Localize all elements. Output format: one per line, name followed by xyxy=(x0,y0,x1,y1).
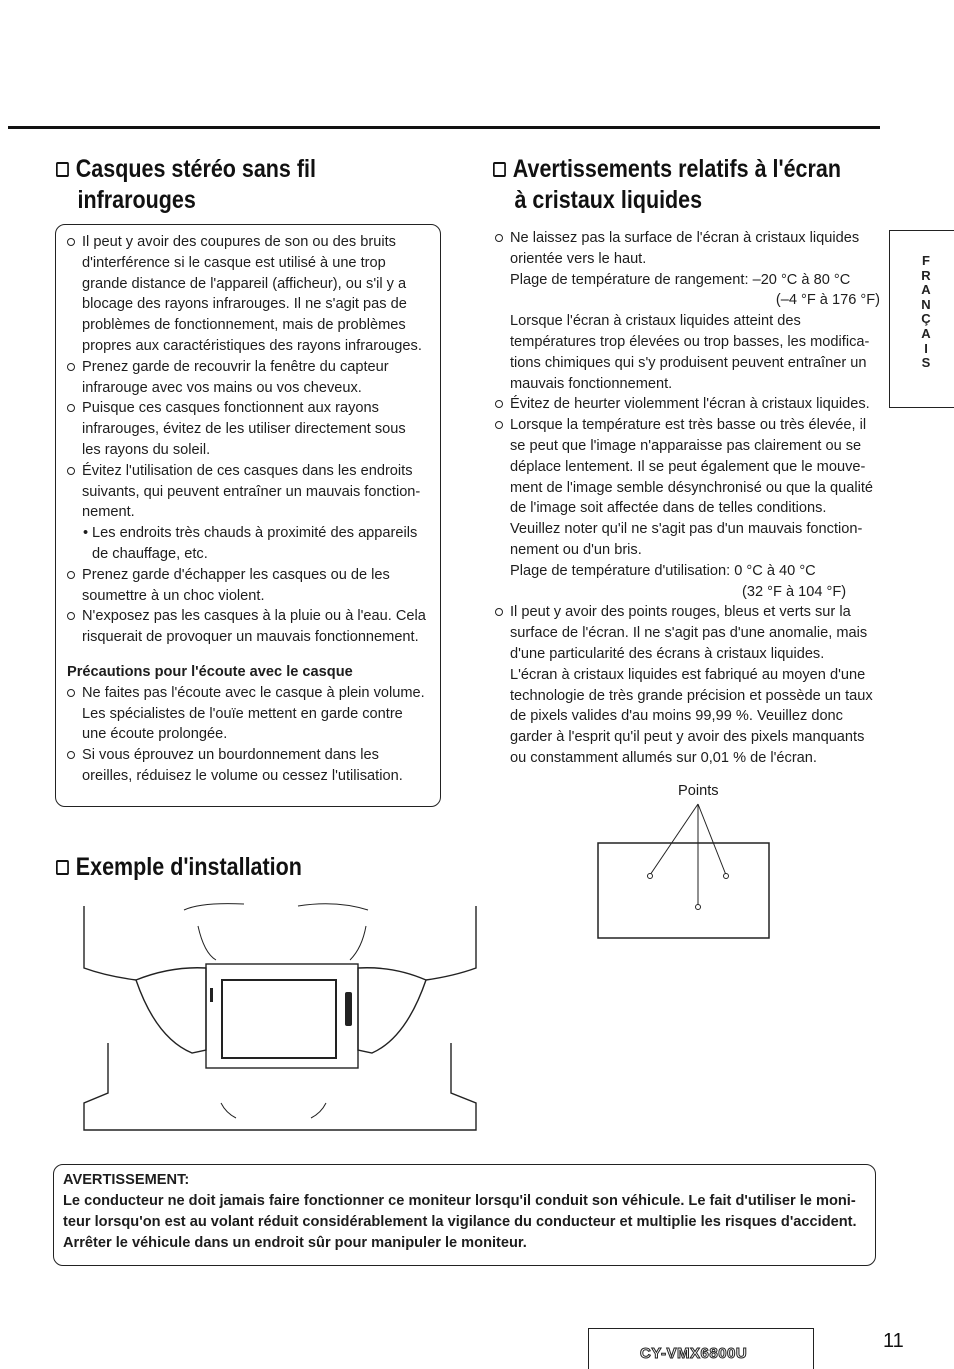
text-line: ou constamment allumés sur 0,01 % de l'écran. xyxy=(510,749,817,766)
operating-temperature-f: (32 °F à 104 °F) xyxy=(742,583,847,600)
text-line: nement ou d'un bris. xyxy=(510,541,642,558)
storage-temperature: Plage de température de rangement: –20 °C à 80 °C xyxy=(510,271,851,288)
installation-illustration xyxy=(76,898,482,1134)
bullet-item: Évitez l'utilisation de ces casques dans les endroits xyxy=(56,461,430,482)
warning-title: AVERTISSEMENT: xyxy=(63,1172,190,1188)
car-pillar-left xyxy=(84,906,136,980)
headphones-notes xyxy=(56,232,430,787)
mount-arm xyxy=(198,926,366,960)
car-pillar-right xyxy=(426,906,476,980)
ceiling-outline xyxy=(184,904,368,910)
text-line: de pixels valides d'au moins 99,99 %. Veuillez donc xyxy=(510,708,843,725)
text-line: technologie de très grande précision et possède un taux xyxy=(510,687,873,704)
text-line: les rayons du soleil. xyxy=(82,441,211,458)
monitor-button xyxy=(210,988,213,1002)
section-title-lcd: Avertissements relatifs à l'écran à cristaux liquides xyxy=(493,154,841,216)
text-line: mauvais fonctionnement. xyxy=(510,375,673,392)
tab-letter: A xyxy=(921,325,931,341)
precautions-title: Précautions pour l'écoute avec le casque xyxy=(67,663,353,680)
operating-temperature: Plage de température d'utilisation: 0 °C à 40 °C xyxy=(510,562,816,579)
text-line: de chauffage, etc. xyxy=(92,545,208,562)
text-line: tions chimiques qui s'y produisent peuvent entraîner un xyxy=(510,354,867,371)
warning xyxy=(63,1170,873,1254)
screen-outline xyxy=(598,843,769,938)
monitor-screen xyxy=(222,980,336,1058)
console-outline xyxy=(221,1103,326,1118)
bullet-item: Prenez garde d'échapper les casques ou de les xyxy=(56,565,430,586)
text-line: déplace lentement. Il se peut également que le mouve- xyxy=(510,458,866,475)
text-line: garder à l'esprit qu'il peut y avoir des pixels manquants xyxy=(510,729,865,746)
section-title-headphones: Casques stéréo sans fil infrarouges xyxy=(56,154,316,216)
pixel-point xyxy=(724,874,729,879)
text-line: oreilles, réduisez le volume ou cessez l'utilisation. xyxy=(82,767,403,784)
tab-letter: A xyxy=(921,282,931,298)
bullet-item: Évitez de heurter violemment l'écran à cristaux liquides. xyxy=(484,394,880,415)
text-line: infrarouge avec vos mains ou vos cheveux. xyxy=(82,379,362,396)
warning-line: Le conducteur ne doit jamais faire fonctionner ce moniteur lorsqu'il conduit son véhicule. Le fait d'utiliser le moni- xyxy=(63,1192,856,1209)
bullet-item: Ne laissez pas la surface de l'écran à cristaux liquides xyxy=(484,228,880,249)
dashboard-outline xyxy=(84,1043,476,1130)
text-line: propres aux caractéristiques des rayons infrarouges. xyxy=(82,337,422,354)
text-line: grande distance de l'appareil (afficheur), ou s'il y a xyxy=(82,275,407,292)
text-line: Les spécialistes de l'ouïe mettent en garde contre xyxy=(82,705,403,722)
bullet-item: • Les endroits très chauds à proximité des appareils xyxy=(56,523,430,544)
bullet-item: Lorsque la température est très basse ou très élevée, il xyxy=(484,415,880,436)
monitor-control-strip xyxy=(345,992,352,1026)
text-line: risquerait de provoquer un mauvais fonctionnement. xyxy=(82,629,419,646)
text-line: ment de l'image semble désynchronisé ou que la qualité xyxy=(510,479,873,496)
bullet-item: Il peut y avoir des points rouges, bleus et verts sur la xyxy=(484,602,880,623)
seat-right xyxy=(358,968,426,1053)
tab-letter: F xyxy=(922,253,930,268)
pixel-point xyxy=(648,874,653,879)
text-line: orientée vers le haut. xyxy=(510,250,647,267)
tab-letter: I xyxy=(924,340,928,356)
seat-left xyxy=(136,968,206,1053)
square-bullet-icon xyxy=(493,162,506,177)
warning-line: teur lorsqu'on est au volant réduit considérablement la vigilance du conducteur et multiplie les risques d'accident. xyxy=(63,1213,857,1230)
text-line: d'interférence si le casque est utilisé à une trop xyxy=(82,254,386,271)
text-line: soumettre à un choc violent. xyxy=(82,587,265,604)
bullet-item: Ne faites pas l'écoute avec le casque à plein volume. xyxy=(56,683,430,704)
text-line: températures trop élevées ou trop basses, les modifica- xyxy=(510,333,870,350)
pointer-line-right xyxy=(698,804,726,875)
bullet-item: Il peut y avoir des coupures de son ou des bruits xyxy=(56,232,430,253)
square-bullet-icon xyxy=(56,860,69,875)
storage-temperature-f: (–4 °F à 176 °F) xyxy=(775,292,880,309)
text-line: blocage des rayons infrarouges. Il ne s'agit pas de xyxy=(82,296,407,313)
model-number: CY-VMX6800U xyxy=(640,1345,748,1362)
text-line: une écoute prolongée. xyxy=(82,726,228,743)
tab-letter: Ç xyxy=(921,311,931,327)
bullet-item: Si vous éprouvez un bourdonnement dans les xyxy=(56,745,430,766)
bullet-item: Prenez garde de recouvrir la fenêtre du capteur xyxy=(56,357,430,378)
tab-letter: S xyxy=(921,355,931,371)
points-diagram xyxy=(590,800,780,945)
tab-letter: R xyxy=(921,267,931,283)
pointer-line-left xyxy=(650,804,698,875)
text-line: L'écran à cristaux liquides est fabriqué au moyen d'une xyxy=(510,666,866,683)
lcd-notes xyxy=(484,228,880,769)
section-title-installation: Exemple d'installation xyxy=(56,852,302,883)
tab-letter: N xyxy=(921,296,931,312)
text-line: surface de l'écran. Il ne s'agit pas d'une anomalie, mais xyxy=(510,625,868,642)
top-rule xyxy=(8,126,880,129)
warning-line: Arrêter le véhicule dans un endroit sûr pour manipuler le moniteur. xyxy=(63,1234,527,1251)
bullet-item: N'exposez pas les casques à la pluie ou à l'eau. Cela xyxy=(56,606,430,627)
square-bullet-icon xyxy=(56,162,69,177)
bullet-item: Puisque ces casques fonctionnent aux rayons xyxy=(56,398,430,419)
text-line: suivants, qui peuvent entraîner un mauvais fonction- xyxy=(82,483,421,500)
language-tab-letters xyxy=(918,254,934,371)
text-line: nement. xyxy=(82,504,135,521)
points-label: Points xyxy=(678,783,719,799)
page-number: 11 xyxy=(883,1330,904,1352)
text-line: Veuillez noter qu'il ne s'agit pas d'un mauvais fonction- xyxy=(510,521,863,538)
text-line: se peut que l'image n'apparaisse pas clairement ou se xyxy=(510,437,862,454)
text-line: d'une particularité des écrans à cristaux liquides. xyxy=(510,645,825,662)
text-line: problèmes de fonctionnement, mais de problèmes xyxy=(82,317,406,334)
text-line: infrarouges, évitez de les utiliser directement sous xyxy=(82,421,406,438)
text-line: de l'image soit affectée dans de telles conditions. xyxy=(510,500,827,517)
pixel-point xyxy=(696,905,701,910)
text-line: Lorsque l'écran à cristaux liquides atteint des xyxy=(510,313,801,330)
